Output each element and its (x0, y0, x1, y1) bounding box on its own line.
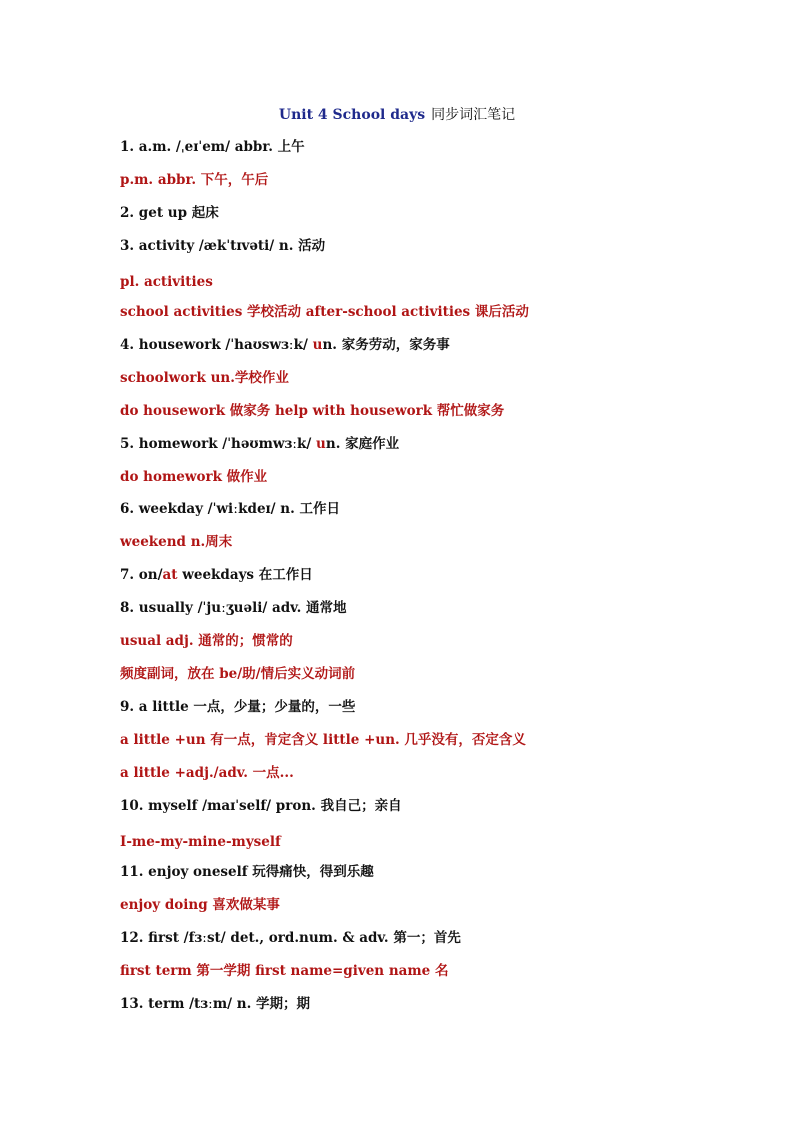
vocab-entry: 4. housework /ˈhaʊswɜːk/ un. 家务劳动，家务事 (120, 337, 450, 353)
note-line: schoolwork un.学校作业 (120, 370, 289, 386)
note-line: a little +un 有一点，肯定含义 little +un. 几乎没有，否定含义 (120, 732, 526, 748)
highlight-text: u (316, 436, 326, 452)
highlight-text: u (312, 337, 323, 353)
vocab-entry: 10. myself /maɪˈself/ pron. 我自己；亲自 (120, 798, 402, 814)
note-line: first term 第一学期 first name=given name 名 (120, 963, 449, 979)
vocab-entry: 8. usually /ˈjuːʒuəli/ adv. 通常地 (120, 600, 347, 616)
note-line: pl. activities (120, 274, 213, 290)
vocab-entry: 6. weekday /ˈwiːkdeɪ/ n. 工作日 (120, 501, 341, 517)
vocab-entry: 12. first /fɜːst/ det., ord.num. & adv. 第一；首先 (120, 930, 461, 946)
vocab-entry: 5. homework /ˈhəʊmwɜːk/ un. 家庭作业 (120, 436, 400, 452)
highlight-text: at (162, 567, 178, 583)
vocab-entry: 7. on/at weekdays 在工作日 (120, 567, 313, 583)
vocab-entry: 13. term /tɜːm/ n. 学期；期 (120, 996, 310, 1012)
note-line: a little +adj./adv. 一点... (120, 765, 294, 781)
note-line: p.m. abbr. 下午，午后 (120, 172, 269, 188)
note-line: 频度副词，放在 be/助/情后实义动词前 (120, 666, 356, 682)
note-line: weekend n.周末 (120, 534, 233, 550)
note-line: do homework 做作业 (120, 469, 268, 485)
title-en: Unit 4 School days (278, 107, 426, 123)
note-line: school activities 学校活动 after-school activities 课后活动 (120, 304, 529, 320)
note-line: enjoy doing 喜欢做某事 (120, 897, 280, 913)
note-line: usual adj. 通常的；惯常的 (120, 633, 293, 649)
vocab-entry: 3. activity /ækˈtɪvəti/ n. 活动 (120, 238, 326, 254)
title-cn: 同步词汇笔记 (431, 107, 516, 123)
vocab-entry: 2. get up 起床 (120, 205, 219, 221)
vocab-entry: 1. a.m. /ˌeɪˈem/ abbr. 上午 (120, 139, 305, 155)
vocab-entry: 11. enjoy oneself 玩得痛快，得到乐趣 (120, 864, 374, 880)
vocab-entry: 9. a little 一点，少量；少量的，一些 (120, 699, 356, 715)
note-line: do housework 做家务 help with housework 帮忙做家务 (120, 403, 505, 419)
note-line: I-me-my-mine-myself (120, 834, 281, 850)
